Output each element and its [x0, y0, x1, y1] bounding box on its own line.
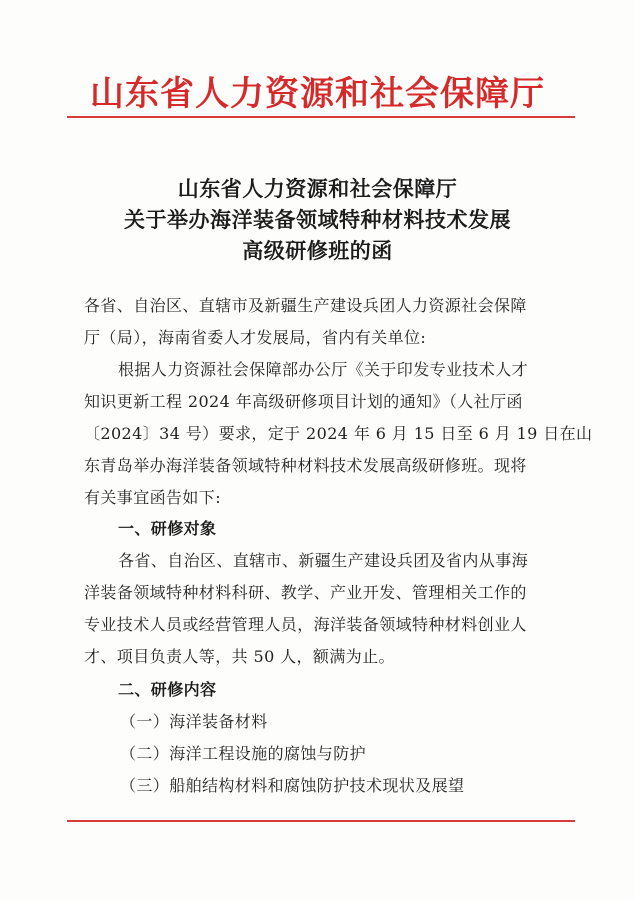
section2-item1: （一）海洋装备材料	[120, 712, 268, 731]
addressee-line2: 厅（局），海南省委人才发展局，省内有关单位:	[84, 328, 427, 347]
paragraph1-line2: 知识更新工程 2024 年高级研修项目计划的通知》（人社厅函	[84, 392, 523, 411]
section2-item3: （三）船舶结构材料和腐蚀防护技术现状及展望	[120, 776, 465, 795]
document-title-line1: 山东省人力资源和社会保障厅	[177, 176, 458, 201]
section1-line3: 专业技术人员或经营管理人员，海洋装备领域特种材料创业人	[84, 615, 527, 634]
paragraph1-line4: 东青岛举办海洋装备领域特种材料技术发展高级研修班。现将	[84, 456, 527, 475]
letterhead-red-rule	[67, 116, 575, 118]
letterhead-org-name: 山东省人力资源和社会保障厅	[90, 74, 545, 114]
footer-red-rule	[67, 820, 575, 822]
section1-line1: 各省、自治区、直辖市、新疆生产建设兵团及省内从事海	[118, 551, 529, 570]
paragraph1-line3: 〔2024〕34 号）要求，定于 2024 年 6 月 15 日至 6 月 19 日在山	[84, 424, 593, 443]
section1-line4: 才、项目负责人等，共 50 人，额满为止。	[84, 647, 395, 666]
document-title-line2: 关于举办海洋装备领域特种材料技术发展	[124, 207, 511, 232]
paragraph1-line5: 有关事宜函告如下:	[84, 488, 221, 507]
document-title-line3: 高级研修班的函	[242, 238, 393, 263]
section1-line2: 洋装备领域特种材料科研、教学、产业开发、管理相关工作的	[84, 583, 527, 602]
section2-item2: （二）海洋工程设施的腐蚀与防护	[120, 744, 367, 763]
section1-heading: 一、研修对象	[118, 519, 217, 538]
section2-heading: 二、研修内容	[118, 680, 217, 699]
addressee-line1: 各省、自治区、直辖市及新疆生产建设兵团人力资源社会保障	[84, 296, 527, 315]
paragraph1-line1: 根据人力资源社会保障部办公厅《关于印发专业技术人才	[118, 360, 529, 379]
